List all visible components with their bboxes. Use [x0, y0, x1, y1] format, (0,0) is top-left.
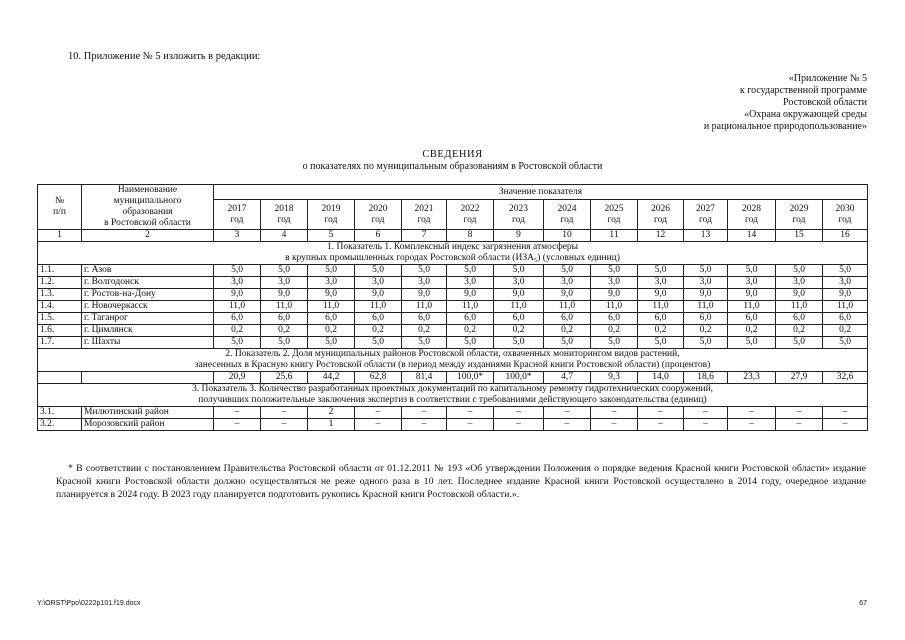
- row-value: 0,2: [823, 325, 868, 337]
- table-row: [38, 419, 868, 431]
- row-value: 0,2: [402, 325, 447, 337]
- row-value: 3,0: [447, 277, 494, 289]
- row-value: 5,0: [447, 337, 494, 349]
- row-value: 11,0: [776, 301, 823, 313]
- row-value: 5,0: [308, 265, 355, 277]
- row-value: 6,0: [494, 313, 544, 325]
- row-value: 14,0: [638, 372, 684, 384]
- row-value: 5,0: [402, 337, 447, 349]
- table-row: [38, 325, 868, 337]
- row-value: 5,0: [544, 337, 591, 349]
- row-value: 0,2: [494, 325, 544, 337]
- row-value: 9,0: [402, 289, 447, 301]
- row-value: 5,0: [544, 265, 591, 277]
- row-value: 0,2: [728, 325, 776, 337]
- column-number: 15: [776, 230, 823, 242]
- row-value: –: [591, 419, 638, 431]
- row-value: –: [494, 419, 544, 431]
- row-value: 81,4: [402, 372, 447, 384]
- column-number: 13: [684, 230, 728, 242]
- column-number: 11: [591, 230, 638, 242]
- row-value: –: [728, 419, 776, 431]
- row-value: 11,0: [728, 301, 776, 313]
- column-number: 10: [544, 230, 591, 242]
- header-value: Значение показателя: [214, 185, 868, 200]
- document-title: СВЕДЕНИЯ: [422, 149, 483, 160]
- table-row: [38, 265, 868, 277]
- header-year: 2029 год: [776, 200, 823, 230]
- column-number: 5: [308, 230, 355, 242]
- section-row: [38, 349, 868, 372]
- annex-line: и рациональное природопользование»: [703, 121, 867, 132]
- section-title: 2. Показатель 2. Доля муниципальных районов Ростовской области, охваченных мониторингом видов растений, занесенных в Красную книгу Ростовской области (в период между изданиями Красной книги Ростовской области) (процентов): [38, 349, 868, 372]
- row-name: г. Ростов-на-Дону: [82, 289, 214, 301]
- row-name: г. Новочеркасск: [82, 301, 214, 313]
- row-value: 9,0: [728, 289, 776, 301]
- table-row: [38, 277, 868, 289]
- row-value: 6,0: [308, 313, 355, 325]
- row-value: 6,0: [447, 313, 494, 325]
- header-year: 2027 год: [684, 200, 728, 230]
- row-value: –: [544, 419, 591, 431]
- row-value: 9,0: [823, 289, 868, 301]
- row-value: 9,0: [494, 289, 544, 301]
- row-value: –: [214, 419, 261, 431]
- row-value: 5,0: [402, 265, 447, 277]
- column-number: 12: [638, 230, 684, 242]
- row-value: 9,0: [355, 289, 402, 301]
- row-value: 3,0: [728, 277, 776, 289]
- column-numbers-row: [38, 230, 868, 242]
- row-value: 6,0: [776, 313, 823, 325]
- header-year: 2020 год: [355, 200, 402, 230]
- header-year: 2018 год: [261, 200, 308, 230]
- row-value: –: [261, 407, 308, 419]
- file-path: Y:\ORST\Ppo\0222p101.f19.docx: [37, 600, 141, 607]
- row-value: 5,0: [214, 265, 261, 277]
- row-value: 6,0: [728, 313, 776, 325]
- footnote-text: * В соответствии с постановлением Правительства Ростовской области от 01.12.2011 № 193 «Об утверждении Положения о порядке ведения Красной книги Ростовской области» издание Красной книги Ростовской области должно осуществляться не реже одного раза в 10 лет. Последнее издание Красной книги Ростовской осуществлено в 2014 году, очередное издание планируется в 2024 году. В 2023 году планируется подготовить рукопись Красной книги Ростовской области.».: [56, 463, 866, 500]
- row-value: 9,0: [776, 289, 823, 301]
- row-value: 11,0: [638, 301, 684, 313]
- row-value: 0,2: [447, 325, 494, 337]
- table-row: [38, 407, 868, 419]
- row-number: 1.4.: [38, 301, 82, 313]
- row-value: 32,6: [823, 372, 868, 384]
- section-title: 1. Показатель 1. Комплексный индекс загрязнения атмосферы в крупных промышленных городах Ростовской области (ИЗА₅) (условных единиц): [38, 242, 868, 265]
- row-value: –: [447, 407, 494, 419]
- annex-header: [567, 73, 867, 133]
- row-value: 6,0: [591, 313, 638, 325]
- row-value: 5,0: [776, 265, 823, 277]
- row-value: 2: [308, 407, 355, 419]
- row-value: –: [638, 407, 684, 419]
- row-value: 0,2: [308, 325, 355, 337]
- header-num: № п/п: [38, 185, 82, 230]
- header-year: 2026 год: [638, 200, 684, 230]
- row-value: 18,6: [684, 372, 728, 384]
- row-value: 6,0: [355, 313, 402, 325]
- column-number: 4: [261, 230, 308, 242]
- row-value: 6,0: [823, 313, 868, 325]
- table-row: [38, 372, 868, 384]
- row-number: 1.6.: [38, 325, 82, 337]
- row-value: –: [402, 407, 447, 419]
- row-value: 11,0: [591, 301, 638, 313]
- row-value: 5,0: [638, 337, 684, 349]
- annex-line: к государственной программе: [739, 85, 867, 96]
- row-value: 5,0: [638, 265, 684, 277]
- row-value: 6,0: [402, 313, 447, 325]
- row-number: 1.7.: [38, 337, 82, 349]
- row-value: 6,0: [261, 313, 308, 325]
- row-value: 0,2: [776, 325, 823, 337]
- row-value: 3,0: [823, 277, 868, 289]
- column-number: 14: [728, 230, 776, 242]
- row-value: 9,3: [591, 372, 638, 384]
- row-name: г. Волгодонск: [82, 277, 214, 289]
- column-number: 9: [494, 230, 544, 242]
- header-year: 2030 год: [823, 200, 868, 230]
- row-value: 5,0: [823, 337, 868, 349]
- row-value: 5,0: [591, 265, 638, 277]
- row-value: 9,0: [214, 289, 261, 301]
- row-value: 11,0: [494, 301, 544, 313]
- header-name: Наименование муниципального образования в Ростовской области: [82, 185, 214, 230]
- row-value: 0,2: [261, 325, 308, 337]
- row-value: 0,2: [214, 325, 261, 337]
- row-value: 9,0: [261, 289, 308, 301]
- annex-line: Ростовской области: [783, 97, 867, 108]
- row-value: 23,3: [728, 372, 776, 384]
- row-value: –: [684, 419, 728, 431]
- row-number: 1.3.: [38, 289, 82, 301]
- row-value: –: [728, 407, 776, 419]
- row-number: 1.2.: [38, 277, 82, 289]
- row-value: 5,0: [261, 265, 308, 277]
- row-value: 11,0: [544, 301, 591, 313]
- row-value: 0,2: [544, 325, 591, 337]
- row-value: 3,0: [638, 277, 684, 289]
- row-value: 25,6: [261, 372, 308, 384]
- row-name: г. Цимлянск: [82, 325, 214, 337]
- table-row: [38, 289, 868, 301]
- row-value: 5,0: [261, 337, 308, 349]
- row-value: –: [355, 407, 402, 419]
- row-value: 11,0: [823, 301, 868, 313]
- row-value: 6,0: [544, 313, 591, 325]
- row-value: 5,0: [447, 265, 494, 277]
- row-value: 3,0: [544, 277, 591, 289]
- row-value: 11,0: [214, 301, 261, 313]
- section-row: [38, 242, 868, 265]
- header-year: 2021 год: [402, 200, 447, 230]
- row-name: г. Шахты: [82, 337, 214, 349]
- row-value: –: [823, 407, 868, 419]
- footnote: [56, 462, 866, 501]
- row-value: 3,0: [402, 277, 447, 289]
- annex-line: «Охрана окружающей среды: [744, 109, 867, 120]
- row-value: 3,0: [308, 277, 355, 289]
- row-value: 9,0: [308, 289, 355, 301]
- row-value: –: [402, 419, 447, 431]
- row-number: [38, 372, 82, 384]
- row-value: 100,0*: [494, 372, 544, 384]
- row-value: 5,0: [591, 337, 638, 349]
- header-year: 2023 год: [494, 200, 544, 230]
- table-row: [38, 301, 868, 313]
- row-value: 5,0: [684, 265, 728, 277]
- row-value: 11,0: [261, 301, 308, 313]
- row-value: 5,0: [308, 337, 355, 349]
- row-value: 9,0: [684, 289, 728, 301]
- section-row: [38, 384, 868, 407]
- row-value: 0,2: [638, 325, 684, 337]
- row-value: –: [776, 419, 823, 431]
- row-value: 3,0: [214, 277, 261, 289]
- row-number: 1.5.: [38, 313, 82, 325]
- indicators-table: [37, 184, 868, 431]
- row-value: 3,0: [261, 277, 308, 289]
- row-value: –: [214, 407, 261, 419]
- row-value: 0,2: [684, 325, 728, 337]
- row-value: –: [544, 407, 591, 419]
- table-row: [38, 337, 868, 349]
- row-value: 4,7: [544, 372, 591, 384]
- row-value: 27,9: [776, 372, 823, 384]
- row-value: –: [261, 419, 308, 431]
- row-number: 3.1.: [38, 407, 82, 419]
- row-value: 9,0: [447, 289, 494, 301]
- row-value: 44,2: [308, 372, 355, 384]
- intro-line: 10. Приложение № 5 изложить в редакции:: [68, 51, 261, 62]
- row-value: –: [591, 407, 638, 419]
- row-value: 0,2: [355, 325, 402, 337]
- row-value: 11,0: [684, 301, 728, 313]
- column-number: 6: [355, 230, 402, 242]
- row-value: 5,0: [355, 265, 402, 277]
- row-value: 5,0: [214, 337, 261, 349]
- row-value: 5,0: [684, 337, 728, 349]
- row-name: Морозовский район: [82, 419, 214, 431]
- header-row: [38, 185, 868, 200]
- row-value: 5,0: [494, 265, 544, 277]
- row-value: 20,9: [214, 372, 261, 384]
- row-value: 5,0: [355, 337, 402, 349]
- row-value: 100,0*: [447, 372, 494, 384]
- row-value: 9,0: [638, 289, 684, 301]
- header-year: 2025 год: [591, 200, 638, 230]
- row-value: –: [447, 419, 494, 431]
- row-value: 3,0: [776, 277, 823, 289]
- row-name: г. Азов: [82, 265, 214, 277]
- row-value: 3,0: [494, 277, 544, 289]
- column-number: 1: [38, 230, 82, 242]
- row-value: –: [638, 419, 684, 431]
- section-title: 3. Показатель 3. Количество разработанных проектных документаций по капитальному ремонту гидротехнических сооружений, получивших положительные заключения экспертиз в соответствии с требованиями действующего законодательства (единиц): [38, 384, 868, 407]
- row-value: 5,0: [728, 265, 776, 277]
- row-value: –: [494, 407, 544, 419]
- column-number: 8: [447, 230, 494, 242]
- row-value: 3,0: [355, 277, 402, 289]
- table-row: [38, 313, 868, 325]
- row-value: 11,0: [355, 301, 402, 313]
- row-value: 11,0: [447, 301, 494, 313]
- row-value: 5,0: [494, 337, 544, 349]
- row-name: г. Таганрог: [82, 313, 214, 325]
- column-number: 3: [214, 230, 261, 242]
- row-value: 3,0: [684, 277, 728, 289]
- row-value: 62,8: [355, 372, 402, 384]
- annex-line: «Приложение № 5: [788, 73, 867, 84]
- document-subtitle: о показателях по муниципальным образованиям в Ростовской области: [302, 161, 603, 172]
- row-value: 5,0: [776, 337, 823, 349]
- row-value: 5,0: [823, 265, 868, 277]
- row-value: –: [684, 407, 728, 419]
- row-name: [82, 372, 214, 384]
- row-value: 6,0: [214, 313, 261, 325]
- header-year: 2019 год: [308, 200, 355, 230]
- row-number: 1.1.: [38, 265, 82, 277]
- row-name: Милютинский район: [82, 407, 214, 419]
- column-number: 2: [82, 230, 214, 242]
- page-number: 67: [859, 600, 867, 607]
- row-value: 11,0: [402, 301, 447, 313]
- row-value: 5,0: [728, 337, 776, 349]
- column-number: 16: [823, 230, 868, 242]
- row-value: –: [355, 419, 402, 431]
- header-year: 2028 год: [728, 200, 776, 230]
- row-value: 9,0: [591, 289, 638, 301]
- row-value: 3,0: [591, 277, 638, 289]
- header-year: 2022 год: [447, 200, 494, 230]
- row-value: 11,0: [308, 301, 355, 313]
- row-value: –: [776, 407, 823, 419]
- row-value: –: [823, 419, 868, 431]
- row-value: 1: [308, 419, 355, 431]
- row-value: 0,2: [591, 325, 638, 337]
- row-value: 6,0: [638, 313, 684, 325]
- row-value: 6,0: [684, 313, 728, 325]
- column-number: 7: [402, 230, 447, 242]
- row-value: 9,0: [544, 289, 591, 301]
- header-year: 2024 год: [544, 200, 591, 230]
- row-number: 3.2.: [38, 419, 82, 431]
- header-year: 2017 год: [214, 200, 261, 230]
